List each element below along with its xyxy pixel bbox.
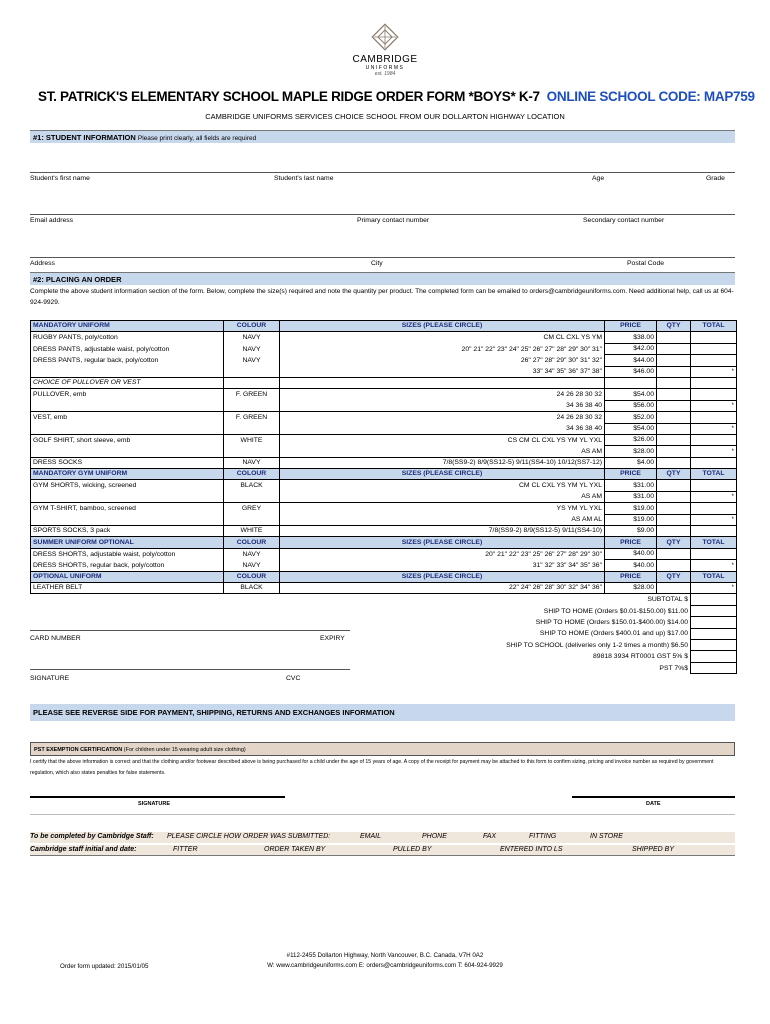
staff-fitter: FITTER xyxy=(173,846,198,853)
logo-diamond-icon xyxy=(370,22,400,52)
header-total: TOTAL xyxy=(691,537,737,548)
blank-cell xyxy=(224,491,280,502)
blank-cell xyxy=(280,377,605,388)
star-mark: * xyxy=(691,423,737,434)
item-sizes[interactable]: 22" 24" 26" 28" 30" 32" 34" 36" xyxy=(280,582,605,593)
item-price: $54.00 xyxy=(605,389,657,400)
qty-cell[interactable] xyxy=(657,503,691,514)
staff-entered: ENTERED INTO LS xyxy=(500,846,563,853)
item-colour: NAVY xyxy=(224,548,280,559)
email-label: Email address xyxy=(30,217,74,224)
qty-cell[interactable] xyxy=(657,355,691,366)
table-row xyxy=(31,526,737,537)
item-sizes[interactable]: 31" 32" 33" 34" 35" 36" xyxy=(280,560,605,571)
staff-label-1: To be completed by Cambridge Staff: xyxy=(30,833,154,840)
item-sizes[interactable]: 7/8(SS9-2) 8/9(SS12-5) 9/11(SS4-10) xyxy=(280,526,605,537)
header-sizes: SIZES (PLEASE CIRCLE) xyxy=(280,469,605,480)
gst-label: 89818 3934 RT0001 GST 5% $ xyxy=(593,653,688,661)
item-name: LEATHER BELT xyxy=(31,582,224,593)
table-row xyxy=(31,434,737,445)
totals-row xyxy=(31,639,737,650)
item-sizes[interactable]: 34 36 38 40 xyxy=(280,423,605,434)
table-row xyxy=(31,560,737,571)
item-price: $31.00 xyxy=(605,491,657,502)
blank-cell xyxy=(224,366,280,377)
header-summer: SUMMER UNIFORM OPTIONAL xyxy=(31,537,224,548)
blank-cell xyxy=(224,605,280,616)
table-row xyxy=(31,446,737,457)
blank-cell xyxy=(224,662,280,673)
total-cell[interactable] xyxy=(691,343,737,354)
page-title xyxy=(38,89,755,104)
header-price: PRICE xyxy=(605,321,657,332)
header-mandatory: MANDATORY UNIFORM xyxy=(31,321,224,332)
pst-date-label: DATE xyxy=(646,801,661,807)
item-sizes[interactable]: 20" 21" 22" 23" 25" 26" 27" 28" 29" 30" xyxy=(280,548,605,559)
total-cell[interactable] xyxy=(691,480,737,491)
header-sizes: SIZES (PLEASE CIRCLE) xyxy=(280,537,605,548)
item-price: $31.00 xyxy=(605,480,657,491)
total-cell[interactable] xyxy=(691,389,737,400)
blank-cell xyxy=(31,662,224,673)
item-price: $19.00 xyxy=(605,514,657,525)
totals-row xyxy=(31,594,737,605)
section1-title: #1: STUDENT INFORMATION xyxy=(33,133,136,142)
ship-school-label: SHIP TO SCHOOL (deliveries only 1-2 times a month) $6.50 xyxy=(506,641,688,649)
staff-label-2: Cambridge staff initial and date: xyxy=(30,846,137,853)
header-gym: MANDATORY GYM UNIFORM xyxy=(31,469,224,480)
section-placing-order xyxy=(30,272,735,285)
blank-cell xyxy=(31,651,224,662)
header-qty: QTY xyxy=(657,571,691,582)
secondary-contact-label: Secondary contact number xyxy=(583,217,665,224)
divider xyxy=(30,814,735,815)
qty-cell[interactable] xyxy=(657,446,691,457)
item-price: $19.00 xyxy=(605,503,657,514)
item-price: $56.00 xyxy=(605,400,657,411)
header-optional: OPTIONAL UNIFORM xyxy=(31,571,224,582)
footer-address: #112-2455 Dollarton Highway, North Vancouver, B.C. Canada, V7H 0A2 xyxy=(286,952,484,959)
item-name: GYM T-SHIRT, bamboo, screened xyxy=(31,503,224,514)
star-mark: * xyxy=(691,491,737,502)
table-row xyxy=(31,400,737,411)
blank-cell xyxy=(657,377,691,388)
staff-pulled: PULLED BY xyxy=(393,846,432,853)
item-price: $46.00 xyxy=(605,366,657,377)
item-price: $54.00 xyxy=(605,423,657,434)
table-row xyxy=(31,457,737,468)
item-name: VEST, emb xyxy=(31,412,224,423)
table-row xyxy=(31,389,737,400)
item-colour: WHITE xyxy=(224,434,280,445)
item-price: $28.00 xyxy=(605,582,657,593)
qty-cell[interactable] xyxy=(657,434,691,445)
blank-cell xyxy=(224,423,280,434)
item-colour: F. GREEN xyxy=(224,389,280,400)
header-colour: COLOUR xyxy=(224,537,280,548)
blank-cell xyxy=(31,605,224,616)
pst-date-field[interactable] xyxy=(572,796,735,798)
item-sizes[interactable]: 20" 21" 22" 23" 24" 25" 26" 27" 28" 29" 30" 31" xyxy=(280,343,605,354)
header-row xyxy=(31,469,737,480)
subtotal-cell[interactable] xyxy=(691,594,737,605)
item-colour: NAVY xyxy=(224,343,280,354)
header-sizes: SIZES (PLEASE CIRCLE) xyxy=(280,321,605,332)
reverse-notice: PLEASE SEE REVERSE SIDE FOR PAYMENT, SHIPPING, RETURNS AND EXCHANGES INFORMATION xyxy=(30,704,735,721)
table-row xyxy=(31,480,737,491)
pst-note: (For children under 15 wearing adult size clothing) xyxy=(123,747,246,753)
blank-cell xyxy=(31,423,224,434)
item-name: RUGBY PANTS, poly/cotton xyxy=(31,332,224,343)
item-name: DRESS PANTS, regular back, poly/cotton xyxy=(31,355,224,366)
item-price: $52.00 xyxy=(605,412,657,423)
qty-cell[interactable] xyxy=(657,582,691,593)
ship-school-cell[interactable] xyxy=(691,639,737,650)
header-total: TOTAL xyxy=(691,571,737,582)
ship-home-2-cell[interactable] xyxy=(691,617,737,628)
staff-fax-option[interactable]: FAX xyxy=(483,833,497,840)
blank-cell xyxy=(224,377,280,388)
header-colour: COLOUR xyxy=(224,321,280,332)
ship-home-2-label: SHIP TO HOME (Orders $150.01-$400.00) $14.00 xyxy=(535,619,688,627)
logo xyxy=(330,22,440,77)
qty-cell[interactable] xyxy=(657,457,691,468)
blank-cell xyxy=(224,617,280,628)
qty-cell[interactable] xyxy=(657,491,691,502)
blank-cell xyxy=(31,594,224,605)
qty-cell[interactable] xyxy=(657,548,691,559)
item-sizes[interactable]: AS AM AL xyxy=(280,514,605,525)
pst-certification-text: I certify that the above information is correct and that the clothing and/or footwear described above is being purchased for a child under the age of 15 years of age. A copy of the receipt for payment may be attached to this form to confirm sizing, pricing and invoice number as required by government regulation, which also states penalties for false statements. xyxy=(30,759,714,776)
qty-cell[interactable] xyxy=(657,412,691,423)
blank-cell xyxy=(224,639,280,650)
address-label: Address xyxy=(30,260,55,267)
item-sizes[interactable]: AS AM xyxy=(280,491,605,502)
item-name: DRESS SHORTS, regular back, poly/cotton xyxy=(31,560,224,571)
card-number-label: CARD NUMBER xyxy=(30,635,81,642)
table-row xyxy=(31,412,737,423)
item-name: DRESS SOCKS xyxy=(31,457,224,468)
pst-signature-field[interactable] xyxy=(30,796,285,798)
header-total: TOTAL xyxy=(691,321,737,332)
item-colour: NAVY xyxy=(224,457,280,468)
blank-cell xyxy=(31,514,224,525)
address-field[interactable] xyxy=(30,257,735,258)
qty-cell[interactable] xyxy=(657,560,691,571)
totals-row xyxy=(31,662,737,673)
primary-contact-label: Primary contact number xyxy=(357,217,430,224)
item-sizes[interactable]: YS YM YL YXL xyxy=(280,503,605,514)
qty-cell[interactable] xyxy=(657,332,691,343)
order-instructions: Complete the above student information section of the form. Below, complete the size(s) required and note the quantity per product. The completed form can be emailed to orders@cambridgeuniforms.com. Need additional help, call us at 604-924-9929. xyxy=(30,288,734,306)
blank-cell xyxy=(31,366,224,377)
totals-row xyxy=(31,651,737,662)
section-student-info xyxy=(30,130,735,143)
header-row xyxy=(31,571,737,582)
item-sizes[interactable]: 24 26 28 30 32 xyxy=(280,389,605,400)
table-row xyxy=(31,332,737,343)
footer-contact: W: www.cambridgeuniforms.com E: orders@cambridgeuniforms.com T: 604-924-9929 xyxy=(267,962,503,969)
subtotal-label: SUBTOTAL $ xyxy=(647,596,688,604)
header-colour: COLOUR xyxy=(224,469,280,480)
signature-label: SIGNATURE xyxy=(30,675,70,682)
email-field[interactable] xyxy=(30,214,735,215)
table-row xyxy=(31,503,737,514)
title-main: ST. PATRICK'S ELEMENTARY SCHOOL MAPLE RIDGE ORDER FORM *BOYS* K-7 xyxy=(38,89,540,104)
item-name: GYM SHORTS, wicking, screened xyxy=(31,480,224,491)
star-mark: * xyxy=(691,446,737,457)
qty-cell[interactable] xyxy=(657,526,691,537)
header-qty: QTY xyxy=(657,321,691,332)
blank-cell xyxy=(31,400,224,411)
ship-home-3-cell[interactable] xyxy=(691,628,737,639)
item-colour: NAVY xyxy=(224,332,280,343)
qty-cell[interactable] xyxy=(657,343,691,354)
star-mark: * xyxy=(691,366,737,377)
table-row xyxy=(31,514,737,525)
item-price: $4.00 xyxy=(605,457,657,468)
order-table xyxy=(30,320,737,674)
header-sizes: SIZES (PLEASE CIRCLE) xyxy=(280,571,605,582)
header-colour: COLOUR xyxy=(224,571,280,582)
total-cell[interactable] xyxy=(691,355,737,366)
item-price: $44.00 xyxy=(605,355,657,366)
item-sizes[interactable]: 24 26 28 30 32 xyxy=(280,412,605,423)
item-sizes[interactable]: 7/8(SS9-2) 8/9(SS12-5) 9/11(SS4-10) 10/12(SS7-12) xyxy=(280,457,605,468)
header-price: PRICE xyxy=(605,571,657,582)
qty-cell[interactable] xyxy=(657,366,691,377)
table-row xyxy=(31,377,737,388)
header-qty: QTY xyxy=(657,469,691,480)
blank-cell xyxy=(31,491,224,502)
item-price: $28.00 xyxy=(605,446,657,457)
postal-code-label: Postal Code xyxy=(627,260,665,267)
cvc-label: CVC xyxy=(286,675,301,682)
item-colour: BLACK xyxy=(224,480,280,491)
table-row xyxy=(31,343,737,354)
item-price: $40.00 xyxy=(605,560,657,571)
form-updated: Order form updated: 2015/01/05 xyxy=(60,963,149,970)
item-colour: BLACK xyxy=(224,582,280,593)
qty-cell[interactable] xyxy=(657,400,691,411)
qty-cell[interactable] xyxy=(657,389,691,400)
city-label: City xyxy=(371,260,383,267)
item-sizes[interactable]: CM CL CXL YS YM YL YXL xyxy=(280,480,605,491)
total-cell[interactable] xyxy=(691,412,737,423)
blank-cell xyxy=(224,446,280,457)
totals-row xyxy=(31,605,737,616)
blank-cell xyxy=(224,651,280,662)
header-price: PRICE xyxy=(605,537,657,548)
age-label: Age xyxy=(592,175,605,182)
item-colour: F. GREEN xyxy=(224,412,280,423)
item-name: DRESS PANTS, adjustable waist, poly/cotton xyxy=(31,343,224,354)
staff-email-option[interactable]: EMAIL xyxy=(360,833,382,840)
star-mark: * xyxy=(691,514,737,525)
item-sizes[interactable]: AS AM xyxy=(280,446,605,457)
pst-signature-label: SIGNATURE xyxy=(138,801,170,807)
item-sizes[interactable]: CM CL CXL YS YM xyxy=(280,332,605,343)
ship-home-3-label: SHIP TO HOME (Orders $400.01 and up) $17.00 xyxy=(539,630,688,638)
star-mark: * xyxy=(691,560,737,571)
header-price: PRICE xyxy=(605,469,657,480)
item-name: DRESS SHORTS, adjustable waist, poly/cotton xyxy=(31,548,224,559)
header-row xyxy=(31,321,737,332)
item-colour: NAVY xyxy=(224,355,280,366)
item-sizes[interactable]: 34 36 38 40 xyxy=(280,400,605,411)
ship-home-1-cell[interactable] xyxy=(691,605,737,616)
pst-cell[interactable] xyxy=(691,662,737,673)
blank-cell xyxy=(224,514,280,525)
totals-row xyxy=(31,617,737,628)
item-colour: WHITE xyxy=(224,526,280,537)
staff-instore-option[interactable]: IN STORE xyxy=(590,833,623,840)
section1-hint: Please print clearly, all fields are required xyxy=(137,135,257,142)
staff-order-taken: ORDER TAKEN BY xyxy=(264,846,326,853)
card-number-field[interactable] xyxy=(30,630,350,631)
school-code: ONLINE SCHOOL CODE: MAP759 xyxy=(546,89,755,104)
total-cell[interactable] xyxy=(691,332,737,343)
item-sizes[interactable]: 26" 27" 28" 29" 30" 31" 32" xyxy=(280,355,605,366)
star-mark: * xyxy=(691,400,737,411)
table-row xyxy=(31,366,737,377)
item-price: $38.00 xyxy=(605,332,657,343)
blank-cell xyxy=(691,377,737,388)
staff-phone-option[interactable]: PHONE xyxy=(422,833,447,840)
brand-sub: UNIFORMS xyxy=(365,65,405,71)
total-cell[interactable] xyxy=(691,434,737,445)
subtitle: CAMBRIDGE UNIFORMS SERVICES CHOICE SCHOOL FROM OUR DOLLARTON HIGHWAY LOCATION xyxy=(205,112,565,121)
table-row xyxy=(31,355,737,366)
pst-title: PST EXEMPTION CERTIFICATION xyxy=(34,747,123,753)
choice-label: CHOICE OF PULLOVER OR VEST xyxy=(31,377,224,388)
pst-label: PST 7%$ xyxy=(659,664,688,672)
item-sizes[interactable]: 33" 34" 35" 36" 37" 38" xyxy=(280,366,605,377)
item-price: $40.00 xyxy=(605,548,657,559)
ship-home-1-label: SHIP TO HOME (Orders $0.01-$150.00) $11.00 xyxy=(543,607,688,615)
staff-fitting-option[interactable]: FITTING xyxy=(529,833,557,840)
total-cell[interactable] xyxy=(691,457,737,468)
table-row xyxy=(31,491,737,502)
table-row xyxy=(31,423,737,434)
blank-cell xyxy=(224,594,280,605)
item-sizes[interactable]: CS CM CL CXL YS YM YL YXL xyxy=(280,434,605,445)
item-colour: NAVY xyxy=(224,560,280,571)
first-name-label: Student's first name xyxy=(30,175,90,182)
total-cell[interactable] xyxy=(691,548,737,559)
expiry-label: EXPIRY xyxy=(320,635,345,642)
qty-cell[interactable] xyxy=(657,480,691,491)
star-mark: * xyxy=(691,582,737,593)
first-name-field[interactable] xyxy=(30,172,735,173)
total-cell[interactable] xyxy=(691,503,737,514)
grade-label: Grade xyxy=(706,175,725,182)
brand-est: est. 1984 xyxy=(374,71,396,77)
staff-shipped: SHIPPED BY xyxy=(632,846,675,853)
gst-cell[interactable] xyxy=(691,651,737,662)
header-total: TOTAL xyxy=(691,469,737,480)
blank-cell xyxy=(605,377,657,388)
staff-circle-label: PLEASE CIRCLE HOW ORDER WAS SUBMITTED: xyxy=(167,833,331,840)
item-colour: GREY xyxy=(224,503,280,514)
item-name: GOLF SHIRT, short sleeve, emb xyxy=(31,434,224,445)
header-qty: QTY xyxy=(657,537,691,548)
section2-title: #2: PLACING AN ORDER xyxy=(33,275,122,284)
item-name: PULLOVER, emb xyxy=(31,389,224,400)
qty-cell[interactable] xyxy=(657,514,691,525)
blank-cell xyxy=(31,617,224,628)
blank-cell xyxy=(224,400,280,411)
qty-cell[interactable] xyxy=(657,423,691,434)
brand-name: CAMBRIDGE xyxy=(352,54,418,65)
last-name-label: Student's last name xyxy=(274,175,334,182)
table-row xyxy=(31,582,737,593)
table-row xyxy=(31,548,737,559)
pst-exemption-header xyxy=(30,742,735,756)
total-cell[interactable] xyxy=(691,526,737,537)
item-price: $42.00 xyxy=(605,343,657,354)
item-name: SPORTS SOCKS, 3 pack xyxy=(31,526,224,537)
signature-field[interactable] xyxy=(30,669,350,670)
item-price: $9.00 xyxy=(605,526,657,537)
blank-cell xyxy=(31,446,224,457)
item-price: $26.00 xyxy=(605,434,657,445)
header-row xyxy=(31,537,737,548)
